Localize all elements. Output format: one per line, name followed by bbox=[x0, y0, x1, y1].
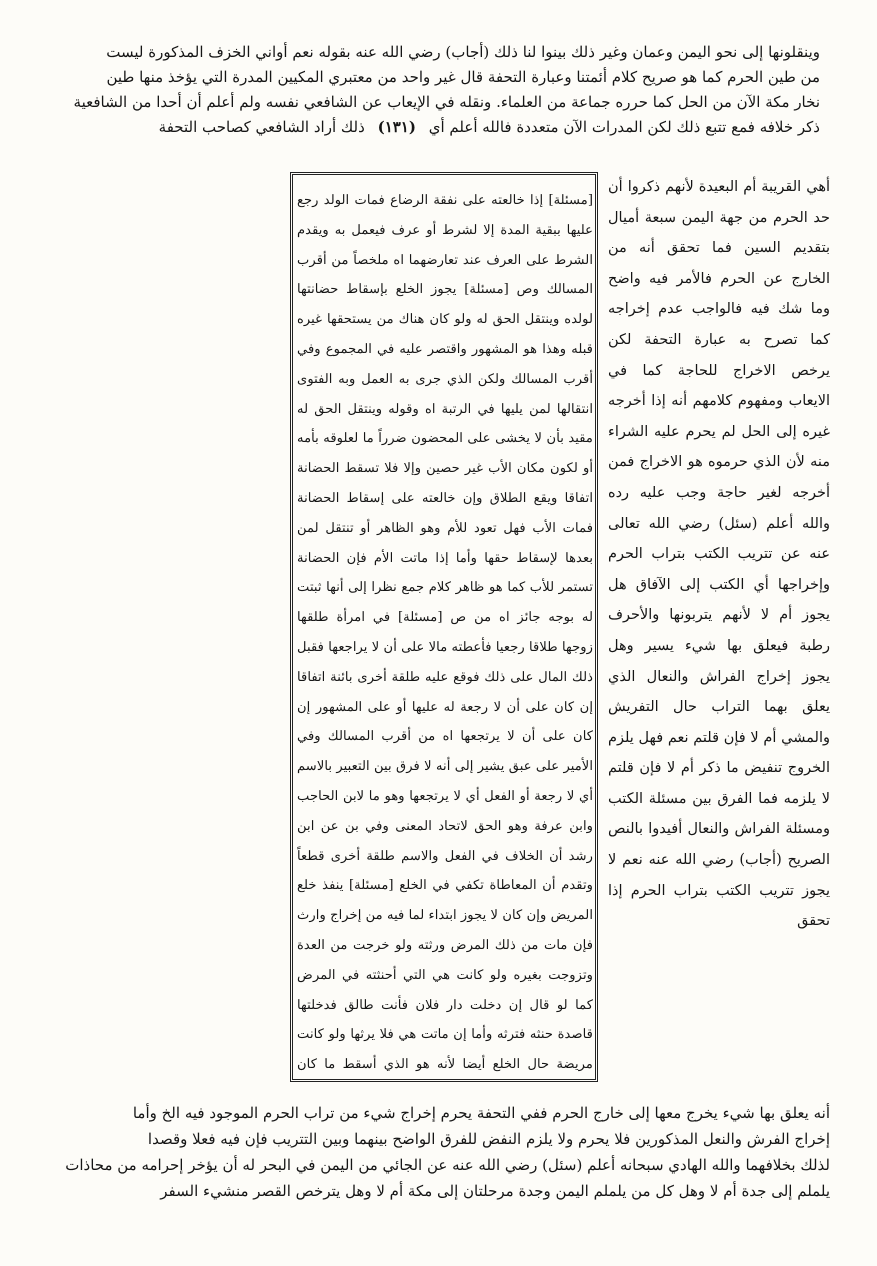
masala-text: في امرأة طلقها زوجها طلاقا رجعيا فأعطته مالا على أن لا يراجعها فقبل ذلك المال على ذلك فوقع عليه طلقة أخرى بائنة اتفاقا إن كان على أن لا رجعة له عليها أو على المشهور إن كان على أن لا يرتجعها اه من أقرب المسالك وفي الأمير على عبق يشير إلى أنه لا فرق بين التعبير بالاسم أي لا رجعة أو الفعل أي لا يرتجعها وهو ما لابن الحاجب وابن عرفة وهو الحق لاتحاد المعنى وفي بن عن ابن رشد أن الخلاف في الفعل والاسم طلقة أخرى قطعاً وتقدم أن المعاطاة تكفي في الخلع bbox=[297, 610, 593, 894]
header-line: من طين الحرم كما هو صريح كلام أئمتنا وعبارة التحفة قال غير واحد من معتبري المكيين المدرة التي يؤخذ منها طين bbox=[106, 68, 820, 86]
header-line: وينقلونها إلى نحو اليمن وعمان وغير ذلك بينوا لنا ذلك (أجاب) رضي الله عنه بقوله نعم أواني الخزف المذكورة ليست bbox=[106, 43, 820, 61]
footer-line: لذلك بخلافهما والله الهادي سبحانه أعلم (سئل) رضي الله عنه عن الجائي من اليمن في البحر له أن يؤخر إحرامه من محاذات bbox=[65, 1156, 830, 1174]
page-number-value: ١٣١ bbox=[384, 118, 409, 136]
masala-text: ينفذ خلع المريض وإن كان لا يجوز ابتداء لما فيه من إخراج وارث فإن مات من ذلك المرض ورثته ولو خرجت من العدة وتزوجت بغيره ولو كانت هي التي أحنثته في المرض كما لو قال إن دخلت دار فلان فأنت طالق فدخلتها قاصدة حنثه فترثه وأما إن ماتت هي فلا يرثها ولو كانت مريضة حال الخلع أيضا لأنه هو الذي أسقط ما كان bbox=[297, 878, 593, 1073]
masala-tag: [مسئلة] bbox=[343, 878, 394, 894]
margin-text: أهي القريبة أم البعيدة لأنهم ذكروا أن حد الحرم من جهة اليمن سبعة أميال بتقديم السين فما تحقق أنه من الخارج عن الحرم فالأمر فيه واضح وما شك فيه فالواجب عدم إخراجه كما تصرح به عبارة التحفة لكن يرخص الاخراج للحاجة كما في الايعاب ومفهوم كلامهم أنه إذا أخرجه غيره إلى الحل لم يحرم عليه الشراء منه لأن الذي حرموه هو الاخراج فمن أخرجه لغير حاجة وجب عليه رده والله أعلم (سئل) رضي الله تعالى عنه عن تتريب الكتب بتراب الحرم وإخراجها أي الكتب إلى الآفاق هل يجوز أم لا لأنهم يتربونها والأحرف رطبة فيعلق بها شيء يسير وهل يجوز إخراج الفراش والنعال الذي يعلق بهما التراب حال التفريش والمشي أم لا فإن قلتم نعم فهل يلزم الخروج تنفيض ما ذكر أم لا فإن قلتم لا يلزمه فما الفرق بين مسئلة الكتب ومسئلة الفراش والنعال أفيدوا بالنص الصريح (أجاب) رضي الله عنه نعم لا يجوز تتريب الكتب بتراب الحرم إذا تحقق bbox=[608, 179, 830, 930]
header-line: نخار مكة الآن من الحل كما حرره جماعة من العلماء. ونقله في الإيعاب عن الشافعي نفسه ولم أعلم أن أحدا من الشافعية bbox=[73, 93, 820, 111]
footer-line: يلملم إلى جدة أم لا وهل كل من يلملم اليمن وجدة مرحلتان إلى مكة أم لا وهل يترخص القصر منشيء السفر bbox=[160, 1182, 830, 1200]
header-line-end: ذلك أراد الشافعي كصاحب التحفة bbox=[158, 118, 365, 136]
footer-line: إخراج الفرش والنعل المذكورين فلا يحرم ولا يلزم النفض للفرق الواضح بينهما وبين التتريب فإن فيه فعلا وقصدا bbox=[147, 1130, 830, 1148]
masala-tag: [مسئلة] bbox=[390, 610, 443, 626]
margin-column bbox=[608, 172, 830, 937]
footer-text bbox=[50, 1100, 830, 1204]
masala-text: يجوز الخلع بإسقاط حضانتها لولده وينتقل الحق له ولو كان هناك من يستحقها غيره قبله وهذا هو المشهور واقتصر عليه في المجموع وفي أقرب المسالك ولكن الذي جرى به العمل وبه الفتوى انتقالها لمن يليها في الرتبة اه وقوله وينتقل الحق له مقيد بأن لا يخشى على المحضون ضرراً ما لعلوقه بأمه أو لكون مكان الأب غير حصين وإلا فلا تسقط الحضانة اتفاقا ويقع الطلاق وإن خالعته على إسقاط الحضانة فمات الأب فهل تعود للأم وهو الظاهر أو تنتقل لمن بعدها لإسقاط حقها وأما إذا ماتت الأم فإن الحضانة تستمر للأب كما هو ظاهر كلام جمع نظرا إلى أنها ثبتت له بوجه جائز اه من ص bbox=[297, 282, 593, 626]
masala-tag: [مسئلة] bbox=[543, 193, 593, 208]
header-line-with-page-number bbox=[50, 115, 820, 140]
masala-tag: [مسئلة] bbox=[456, 282, 509, 298]
page-number: (١٣١) bbox=[377, 118, 416, 136]
main-column bbox=[297, 186, 593, 1076]
masala-text: إذا خالعته على نفقة الرضاع فمات الولد رجع عليها ببقية المدة إلا لشرط أو عرف فيعمل به ويقدم الشرط على العرف عند تعارضهما اه ملخصاً من أقرب المسالك وص bbox=[297, 193, 593, 298]
footer-line: أنه يعلق بها شيء يخرج معها إلى خارج الحرم ففي التحفة يحرم إخراج شيء من تراب الحرم الموجود فيه الخ وأما bbox=[132, 1104, 830, 1122]
header-line-start: ذكر خلافه فمع تتبع ذلك لكن المدرات الآن متعددة فالله أعلم أي bbox=[428, 118, 820, 136]
header-text bbox=[50, 40, 820, 140]
